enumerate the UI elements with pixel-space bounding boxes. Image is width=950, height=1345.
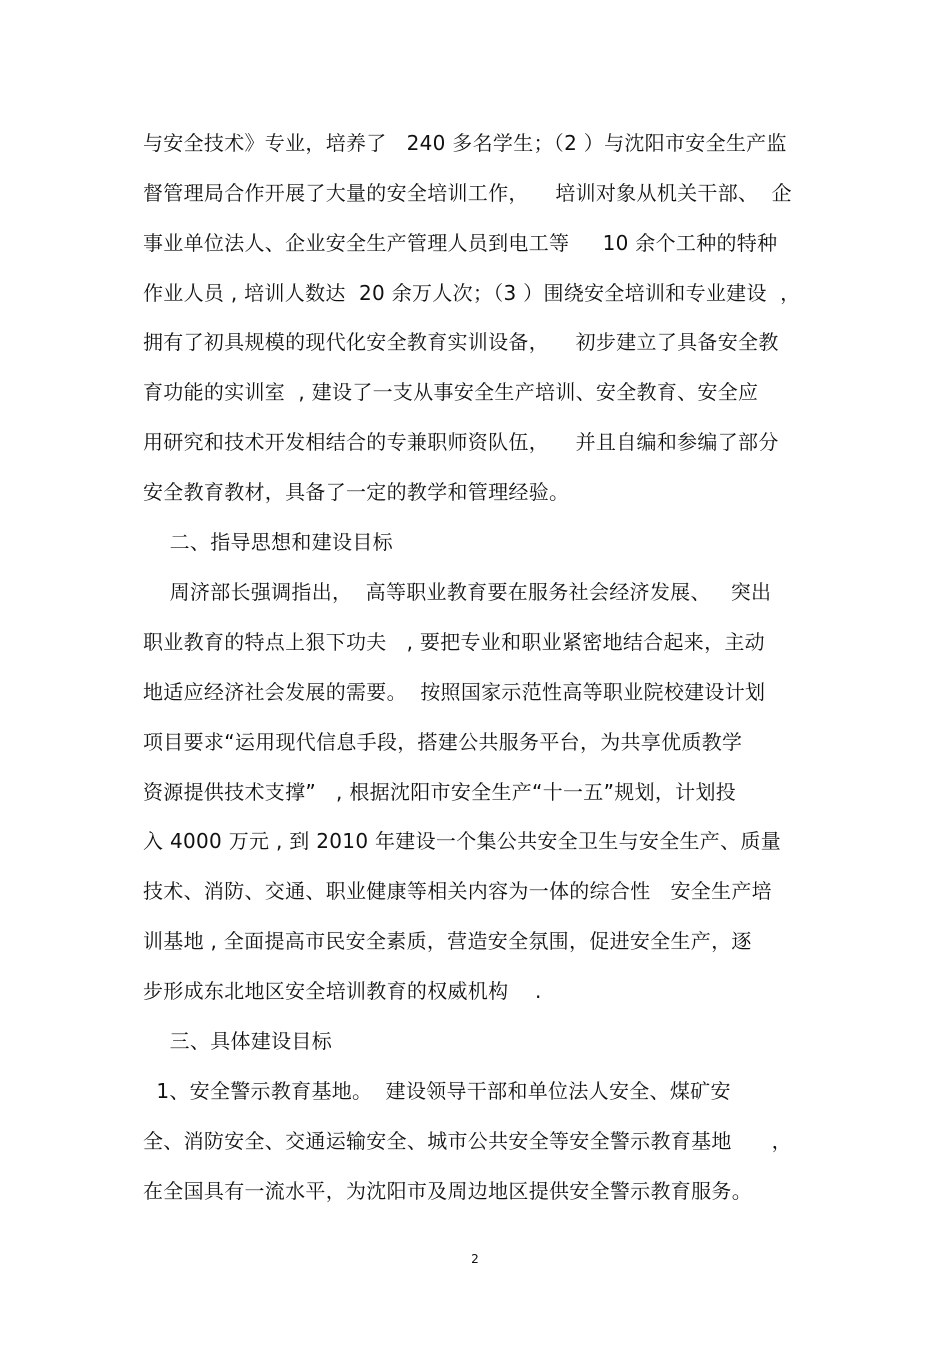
body-text-line: 1、安全警示教育基地。 建设领导干部和单位法人安全、煤矿安	[143, 1079, 731, 1103]
body-text-line: 步形成东北地区安全培训教育的权威机构 .	[143, 979, 542, 1003]
body-text-line: 全、消防安全、交通运输安全、城市公共安全等安全警示教育基地 ，	[143, 1129, 792, 1153]
body-text-line: 技术、消防、交通、职业健康等相关内容为一体的综合性 安全生产培	[143, 879, 772, 903]
body-text-line: 与安全技术》专业，培养了 240 多名学生；（2 ）与沈阳市安全生产监	[143, 131, 787, 155]
body-text-line: 育功能的实训室 , 建设了一支从事安全生产培训、安全教育、安全应	[143, 380, 759, 404]
section-heading: 二、指导思想和建设目标	[143, 530, 393, 554]
body-text-line: 周济部长强调指出， 高等职业教育要在服务社会经济发展、 突出	[143, 580, 772, 604]
body-text-line: 安全教育教材，具备了一定的教学和管理经验。	[143, 480, 570, 504]
body-text-line: 作业人员 , 培训人数达 20 余万人次；（3 ）围绕安全培训和专业建设 ，	[143, 281, 801, 305]
page-number: 2	[471, 1252, 479, 1266]
body-text-line: 用研究和技术开发相结合的专兼职师资队伍， 并且自编和参编了部分	[143, 430, 779, 454]
body-text-line: 督管理局合作开展了大量的安全培训工作， 培训对象从机关干部、 企	[143, 181, 792, 205]
body-text-line: 项目要求“运用现代信息手段，搭建公共服务平台，为共享优质教学	[143, 730, 743, 754]
body-text-line: 入 4000 万元 , 到 2010 年建设一个集公共安全卫生与安全生产、质量	[143, 829, 781, 853]
body-text-line: 资源提供技术支撑” , 根据沈阳市安全生产“十一五”规划，计划投	[143, 780, 737, 804]
body-text-line: 拥有了初具规模的现代化安全教育实训设备， 初步建立了具备安全教	[143, 330, 779, 354]
body-text-line: 职业教育的特点上狠下功夫 , 要把专业和职业紧密地结合起来，主动	[143, 630, 765, 654]
body-text-line: 在全国具有一流水平，为沈阳市及周边地区提供安全警示教育服务。	[143, 1179, 752, 1203]
body-text-line: 事业单位法人、企业安全生产管理人员到电工等 10 余个工种的特种	[143, 231, 778, 255]
body-text-line: 训基地 , 全面提高市民安全素质，营造安全氛围，促进安全生产，逐	[143, 929, 752, 953]
body-text-line: 地适应经济社会发展的需要。 按照国家示范性高等职业院校建设计划	[143, 680, 766, 704]
section-heading: 三、具体建设目标	[143, 1029, 333, 1053]
